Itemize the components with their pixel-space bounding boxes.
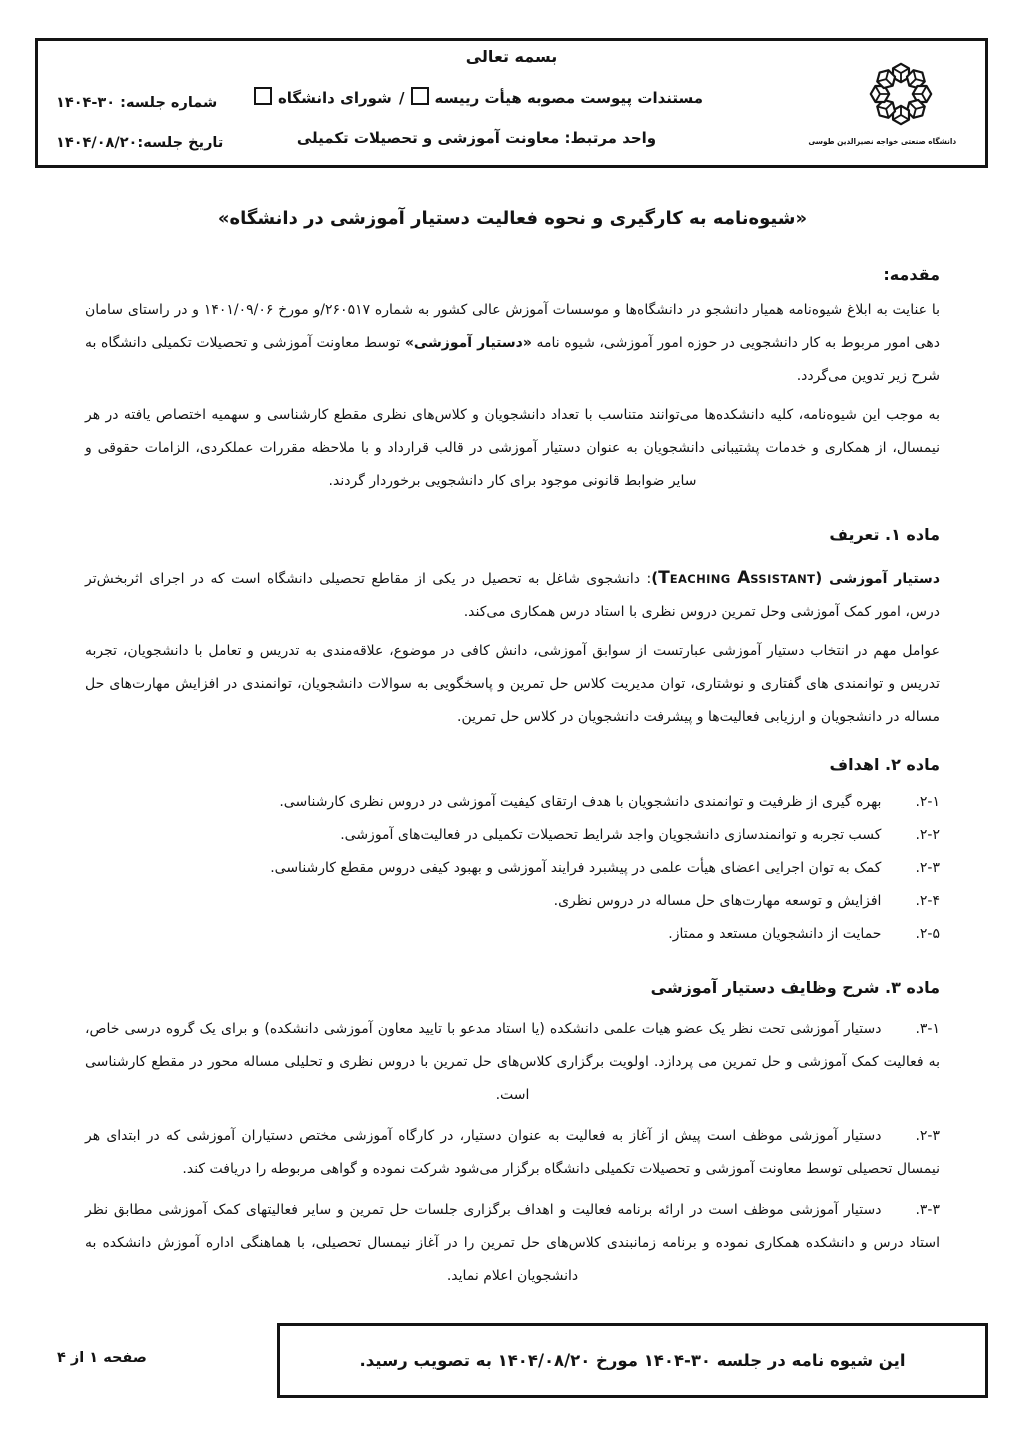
board-approval-label: مستندات پیوست مصوبه هیأت رییسه xyxy=(434,89,704,107)
intro-p1-bold-term: «دستیار آموزشی» xyxy=(404,335,532,351)
paren-open: ( xyxy=(651,569,659,587)
goal-item-2-text: کسب تجربه و توانمندسازی دانشجویان واجد شرایط تحصیلات تکمیلی در فعالیت‌های آموزشی. xyxy=(340,827,882,843)
session-number-value: ۱۴۰۴-۳۰ xyxy=(56,95,116,111)
selection-criteria-paragraph: عوامل مهم در انتخاب دستیار آموزشی عبارتست از سوابق آموزشی، دانش کافی در موضوع، علاقه‌مندی به تدریس و تعامل با دانشجویان، تجربه تدریس و توانمندی های گفتاری و نوشتاری، توان مدیریت کلاس حل تمرین و پاسخگویی به سوالات دانشجویان، توانمندی در افزایش مهارت‌های حل مساله در دانشجویان و ارزیابی فعالیت‌ها و پیشرفت دانشجویان در کلاس حل تمرین. xyxy=(85,643,940,725)
document-title: «شیوه‌نامه به کارگیری و نحوه فعالیت دستیار آموزشی در دانشگاه» xyxy=(217,208,808,229)
attachment-checkbox-line xyxy=(158,87,795,107)
cubes-rosette-logo-icon xyxy=(859,51,943,137)
teaching-assistant-latin xyxy=(651,569,822,587)
latin-initial-t: T xyxy=(658,568,670,588)
goal-item-3-number: .۲-۳ xyxy=(915,860,940,876)
goal-item-5-number: .۲-۵ xyxy=(915,926,940,942)
header-box xyxy=(35,38,988,168)
duty-item-3-text: دستیار آموزشی موظف است در ارائه برنامه فعالیت و اهداف برگزاری جلسات حل تمرین و سایر فعالیتهای کمک آموزشی مطابق نظر استاد درس و دانشکده همکاری نموده و برنامه زمانبندی کلاس‌های حل تمرین را در آغاز نیمسال تحصیلی، با هماهنگی اداره آموزش دانشکده به دانشجویان اعلام نماید. xyxy=(85,1202,940,1284)
goal-item-4 xyxy=(85,885,940,918)
goal-item-4-text: افزایش و توسعه مهارت‌های حل مساله در دروس نظری. xyxy=(553,893,882,909)
duty-item-2-text: دستیار آموزشی موظف است پیش از آغاز به فعالیت به عنوان دستیار، در کارگاه آموزشی مختص دستیاران آموزشی که در ابتدای هر نیمسال تحصیلی توسط معاونت آموزشی و تحصیلات تکمیلی دانشگاه برگزار می‌شود شرکت نموده و گواهی مربوطه را دریافت کند. xyxy=(85,1128,940,1177)
goal-item-1-text: بهره گیری از ظرفیت و توانمندی دانشجویان با هدف ارتقای کیفیت آموزشی در دروس نظری کارشناسی. xyxy=(279,794,882,810)
session-number-label: شماره جلسه: xyxy=(115,95,218,111)
separator-slash: / xyxy=(399,89,405,107)
goal-item-1-number: .۲-۱ xyxy=(915,794,940,810)
article1-heading: ماده ۱. تعریف xyxy=(829,525,940,544)
duties-list xyxy=(85,1013,940,1293)
goal-item-1 xyxy=(85,786,940,819)
university-logo xyxy=(808,51,961,146)
session-number-row xyxy=(56,83,223,123)
duty-item-2-number: .۲-۳ xyxy=(915,1128,940,1144)
duty-item-2 xyxy=(85,1120,940,1186)
goal-item-5 xyxy=(85,918,940,951)
page-number: صفحه ۱ از ۴ xyxy=(57,1350,147,1366)
duty-item-3 xyxy=(85,1194,940,1293)
approval-box xyxy=(277,1323,988,1398)
session-date-label: تاریخ جلسه: xyxy=(137,135,224,151)
latin-ssistant: SSISTANT xyxy=(750,572,816,586)
goal-item-2-number: .۲-۲ xyxy=(915,827,940,843)
approval-session-number: ۱۴۰۴-۳۰ xyxy=(643,1351,712,1370)
goal-item-3-text: کمک به توان اجرایی اعضای هیأت علمی در پیشبرد فرایند آموزشی و بهبود کیفی دروس مقطع کارشناسی. xyxy=(270,860,882,876)
article2-heading: ماده ۲. اهداف xyxy=(829,755,940,774)
approval-prefix: این شیوه نامه در جلسه xyxy=(711,1351,906,1370)
goal-item-5-text: حمایت از دانشجویان مستعد و ممتاز. xyxy=(668,926,882,942)
article3-heading: ماده ۳. شرح وظایف دستیار آموزشی xyxy=(650,978,940,997)
duty-item-1 xyxy=(85,1013,940,1112)
intro-heading: مقدمه: xyxy=(883,265,940,284)
document-body xyxy=(0,204,1023,1293)
intro-paragraph-1 xyxy=(85,294,940,393)
approval-text xyxy=(360,1351,906,1370)
duty-item-3-number: .۳-۳ xyxy=(915,1202,940,1218)
session-date-value: ۱۴۰۴/۰۸/۲۰ xyxy=(56,135,138,151)
latin-eaching: EACHING xyxy=(669,572,738,586)
intro-p1-text-b: توسط معاونت آموزشی و تحصیلات تکمیلی دانشگاه به شرح زیر تدوین می‌گردد. xyxy=(85,335,940,384)
goal-item-3 xyxy=(85,852,940,885)
university-name: دانشگاه صنعتی خواجه نصیرالدین طوسی xyxy=(808,137,957,146)
approval-infix: مورخ xyxy=(590,1351,644,1370)
session-date-row xyxy=(56,123,223,163)
approval-date: ۱۴۰۴/۰۸/۲۰ xyxy=(497,1351,591,1370)
board-checkbox-icon xyxy=(411,87,429,105)
latin-initial-a: A xyxy=(737,568,751,588)
paren-close: ) xyxy=(815,569,823,587)
intro-paragraph-2: به موجب این شیوه‌نامه، کلیه دانشکده‌ها می‌توانند متناسب با تعداد دانشجویان و کلاس‌های نظری مقطع کارشناسی و سهمیه اختصاص یافته در هر نیمسال، از همکاری و خدمات پشتیبانی دانشجویان به عنوان دستیار آموزشی در قالب قرارداد و با ملاحظه مقررات عملکردی، الزامات حقوقی و سایر ضوابط قانونی موجود برای کار دانشجویی برخوردار گردند. xyxy=(85,407,940,489)
basmala: بسمه تعالی xyxy=(465,47,558,66)
duty-item-1-number: .۳-۱ xyxy=(915,1021,940,1037)
duty-item-1-text: دستیار آموزشی تحت نظر یک عضو هیات علمی دانشکده (یا استاد مدعو با تایید معاون آموزشی دانشکده) و برای یک گروه درسی خاص، به فعالیت کمک آموزشی و حل تمرین می پردازد. اولویت برگزاری کلاس‌های حل تمرین با دروس نظری و تحلیلی مساله محور در مقطع کارشناسی است. xyxy=(85,1021,940,1103)
definition-paragraph xyxy=(85,562,940,629)
intro-p1-text-a: با عنایت به ابلاغ شیوه‌نامه همیار دانشجو در دانشگاه‌ها و موسسات آموزش عالی کشور به شماره ۲۶۰۵۱۷/و مورخ ۱۴۰۱/۰۹/۰۶ و در راستای سامان دهی امور مربوط به کار دانشجویی در حوزه امور آموزشی، شیوه نامه xyxy=(85,302,940,351)
definition-text: : دانشجوی شاغل به تحصیل در یکی از مقاطع تحصیلی دانشگاه است که در اجرای اثربخش‌تر درس، امور کمک آموزشی وحل تمرین دروس نظری با استاد درس همکاری می‌کند. xyxy=(85,571,940,620)
approval-suffix: به تصویب رسید. xyxy=(359,1351,498,1370)
goal-item-4-number: .۲-۴ xyxy=(915,893,940,909)
definition-term: دستیار آموزشی xyxy=(822,571,940,587)
council-approval-label: شورای دانشگاه xyxy=(277,89,392,107)
session-info-block xyxy=(56,83,223,163)
goal-item-2 xyxy=(85,819,940,852)
related-unit: واحد مرتبط: معاونت آموزشی و تحصیلات تکمیلی xyxy=(296,129,657,147)
goals-list xyxy=(85,786,940,951)
council-checkbox-icon xyxy=(254,87,272,105)
